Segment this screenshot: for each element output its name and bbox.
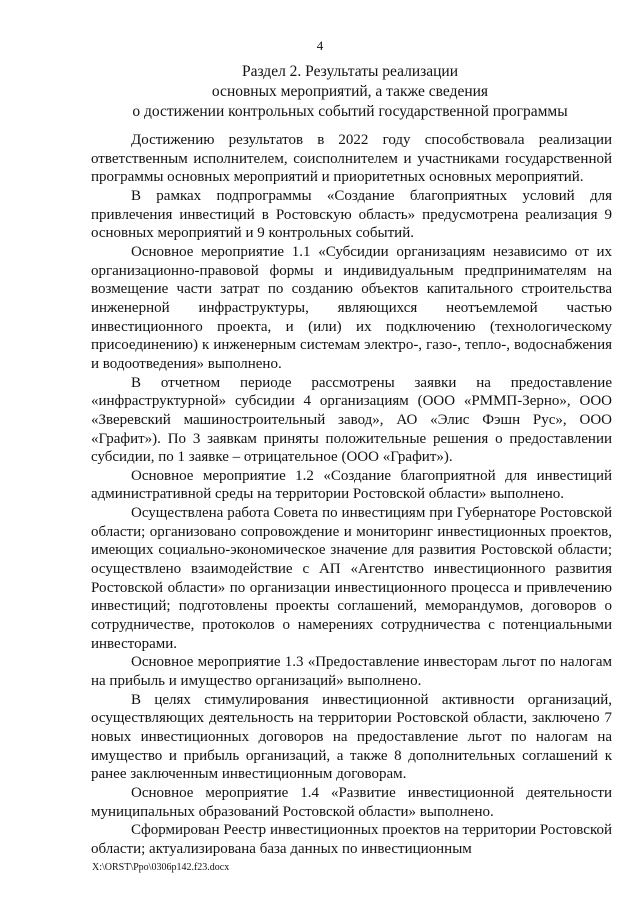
paragraph: В отчетном периоде рассмотрены заявки на предоставление «инфраструктурной» субсидии 4 организациям (ООО «РММП-Зерно», ООО «Зверевский машиностроительный завод», АО «Элис Фэшн Рус», ООО «Графит»). По 3 заявкам приняты положительные решения о предоставлении субсидии, по 1 заявке – отрицательное (ООО «Графит»). bbox=[91, 374, 612, 466]
paragraph: Сформирован Реестр инвестиционных проектов на территории Ростовской области; актуализирована база данных по инвестиционным bbox=[91, 822, 612, 857]
paragraph: Основное мероприятие 1.2 «Создание благоприятной для инвестиций административной среды на территории Ростовской области» выполнено. bbox=[91, 467, 612, 503]
paragraph: В целях стимулирования инвестиционной активности организаций, осуществляющих деятельность на территории Ростовской области, заключено 7 новых инвестиционных договоров на предоставление льгот по налогам на имущество и прибыль организаций, а также 8 дополнительных соглашений к ранее заключенным инвестиционным договорам. bbox=[91, 691, 612, 783]
paragraph: Основное мероприятие 1.1 «Субсидии организациям независимо от их организационно-правовой формы и индивидуальным предпринимателям на возмещение части затрат по созданию объектов капитального строительства инженерной инфраструктуры, являющихся неотъемлемой частью инвестиционного проекта, и (или) их подключению (технологическому присоединению) к инженерным системам электро-, газо-, тепло-, водоснабжения и водоотведения» выполнено. bbox=[91, 243, 612, 372]
paragraph: Основное мероприятие 1.4 «Развитие инвестиционной деятельности муниципальных образований Ростовской области» выполнено. bbox=[91, 784, 612, 820]
paragraph: Основное мероприятие 1.3 «Предоставление инвесторам льгот по налогам на прибыль и имущество организаций» выполнено. bbox=[91, 654, 612, 690]
section-heading bbox=[70, 62, 630, 122]
paragraph: Достижению результатов в 2022 году способствовала реализации ответственным исполнителем, соисполнителем и участниками государственной программы основных мероприятий и приоритетных основных мероприятий. bbox=[91, 132, 612, 186]
paragraph: В рамках подпрограммы «Создание благоприятных условий для привлечения инвестиций в Ростовскую область» предусмотрена реализация 9 основных мероприятий и 9 контрольных событий. bbox=[91, 187, 612, 242]
heading-line: основных мероприятий, а также сведения bbox=[211, 83, 489, 100]
heading-line: Раздел 2. Результаты реализации bbox=[241, 63, 459, 80]
heading-line: о достижении контрольных событий государственной программы bbox=[132, 103, 568, 120]
footer-file-path: X:\ORST\Ppo\0306p142.f23.docx bbox=[92, 862, 230, 873]
document-body bbox=[91, 131, 612, 859]
page-number: 4 bbox=[316, 38, 324, 53]
paragraph: Осуществлена работа Совета по инвестициям при Губернаторе Ростовской области; организовано сопровождение и мониторинг инвестиционных проектов, имеющих социально-экономическое значение для развития Ростовской области; осуществлено взаимодействие с АП «Агентство инвестиционного развития Ростовской области» по организации инвестиционного процесса и привлечению инвестиций; подготовлены проекты соглашений, меморандумов, договоров о сотрудничестве, протоколов о намерениях сотрудничества с потенциальными инвесторами. bbox=[91, 505, 612, 652]
